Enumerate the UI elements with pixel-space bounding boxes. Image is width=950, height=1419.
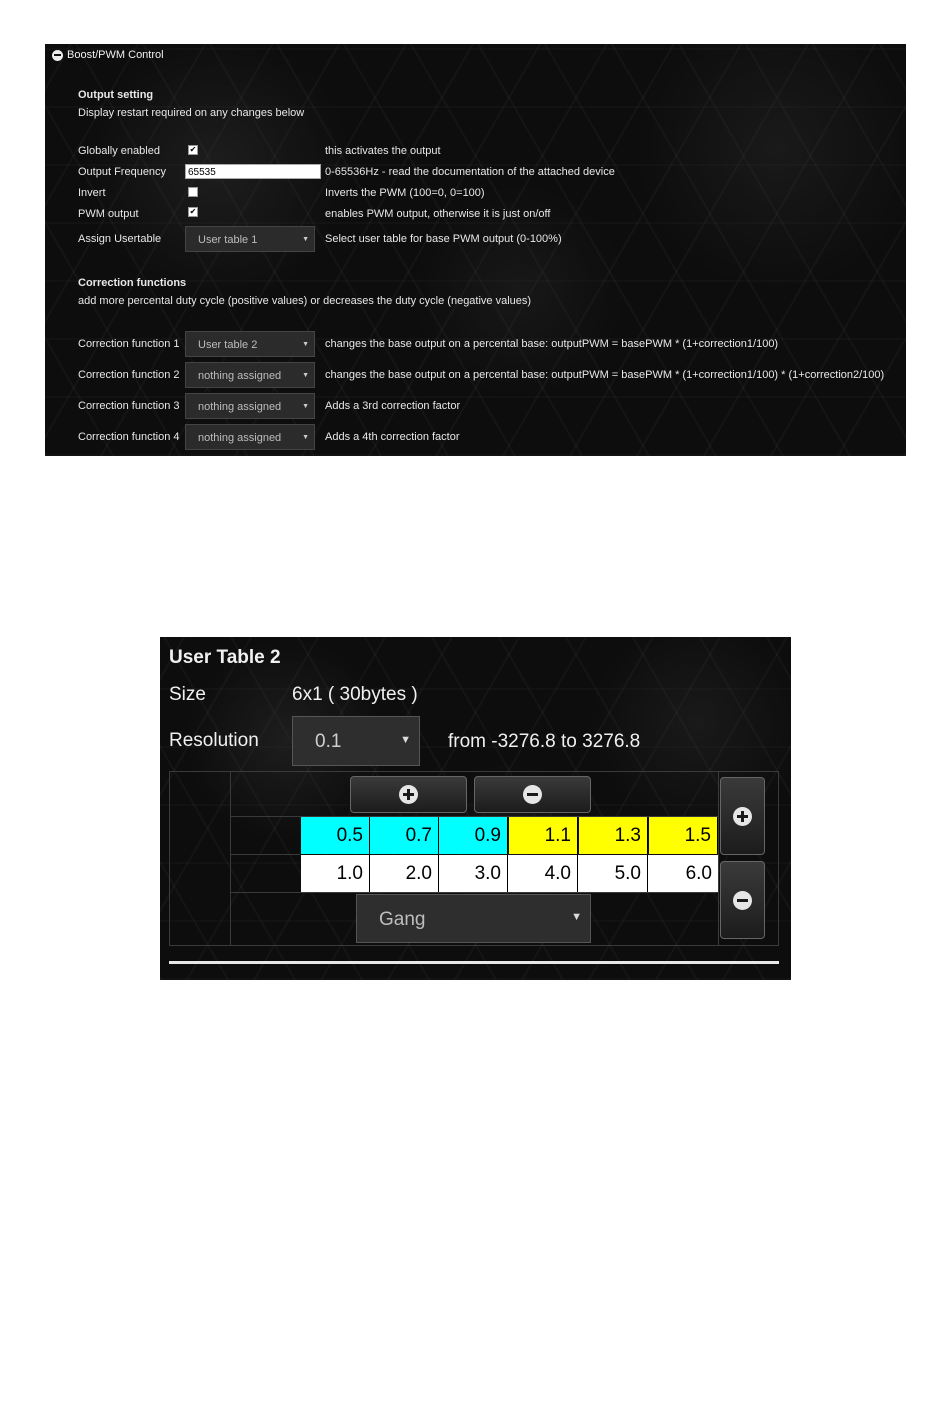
size-value: 6x1 ( 30bytes ) xyxy=(292,684,418,705)
correction-function-1-select[interactable] xyxy=(185,331,315,357)
value-cell[interactable]: 2.0 xyxy=(370,855,439,892)
resolution-value: 0.1 xyxy=(315,731,342,752)
value-row xyxy=(301,855,718,892)
minus-circle-icon xyxy=(523,785,542,804)
correction-function-3-value: nothing assigned xyxy=(198,401,282,413)
correction-function-2-desc: changes the base output on a percental base: outputPWM = basePWM * (1+correction1/100) * (1+correction2/100) xyxy=(325,369,885,381)
x-axis-row xyxy=(301,817,718,854)
user-table-panel xyxy=(160,637,791,980)
remove-row-button[interactable] xyxy=(720,861,765,939)
caret-down-icon: ▼ xyxy=(302,236,309,243)
collapse-icon[interactable] xyxy=(52,50,63,61)
output-frequency-desc: 0-65536Hz - read the documentation of the attached device xyxy=(325,166,615,178)
correction-function-2-value: nothing assigned xyxy=(198,370,282,382)
correction-function-1-value: User table 2 xyxy=(198,339,258,351)
grid-divider xyxy=(718,772,719,945)
resolution-label: Resolution xyxy=(169,730,259,751)
correction-function-4-value: nothing assigned xyxy=(198,432,282,444)
value-cell[interactable]: 3.0 xyxy=(439,855,508,892)
add-row-button[interactable] xyxy=(720,777,765,855)
size-label: Size xyxy=(169,684,206,705)
correction-functions-subtitle: add more percental duty cycle (positive values) or decreases the duty cycle (negative values) xyxy=(78,295,532,307)
x-axis-cell[interactable]: 1.1 xyxy=(509,817,578,854)
grid-divider xyxy=(230,892,718,893)
invert-checkbox[interactable] xyxy=(188,187,198,197)
plus-circle-icon xyxy=(733,807,752,826)
user-table-title: User Table 2 xyxy=(169,647,281,668)
axis-select-value: Gang xyxy=(379,909,426,930)
correction-function-3-select[interactable] xyxy=(185,393,315,419)
correction-function-4-label: Correction function 4 xyxy=(78,431,180,443)
x-axis-cell[interactable]: 1.5 xyxy=(649,817,718,854)
globally-enabled-desc: this activates the output xyxy=(325,145,441,157)
correction-function-2-select[interactable] xyxy=(185,362,315,388)
caret-down-icon: ▼ xyxy=(400,734,411,746)
correction-function-2-label: Correction function 2 xyxy=(78,369,180,381)
minus-circle-icon xyxy=(733,891,752,910)
value-cell[interactable]: 5.0 xyxy=(579,855,648,892)
correction-function-4-select[interactable] xyxy=(185,424,315,450)
remove-column-button[interactable] xyxy=(474,776,591,813)
pwm-output-label: PWM output xyxy=(78,208,139,220)
x-axis-cell[interactable]: 1.3 xyxy=(579,817,648,854)
x-axis-cell[interactable]: 0.9 xyxy=(439,817,508,854)
divider-line xyxy=(169,961,779,964)
resolution-select[interactable] xyxy=(292,716,420,766)
axis-select[interactable] xyxy=(356,894,591,943)
invert-desc: Inverts the PWM (100=0, 0=100) xyxy=(325,187,485,199)
output-frequency-input[interactable]: 65535 xyxy=(185,164,321,179)
grid-divider xyxy=(230,854,300,855)
plus-circle-icon xyxy=(399,785,418,804)
output-setting-subtitle: Display restart required on any changes below xyxy=(78,107,305,119)
panel-header[interactable] xyxy=(52,49,164,61)
panel-title: Boost/PWM Control xyxy=(67,49,164,61)
correction-function-3-label: Correction function 3 xyxy=(78,400,180,412)
correction-functions-title: Correction functions xyxy=(78,277,187,289)
pwm-output-checkbox[interactable]: ✔ xyxy=(189,207,197,216)
caret-down-icon: ▼ xyxy=(302,403,309,410)
correction-function-1-label: Correction function 1 xyxy=(78,338,180,350)
caret-down-icon: ▼ xyxy=(302,372,309,379)
value-cell[interactable]: 6.0 xyxy=(685,863,712,884)
assign-usertable-label: Assign Usertable xyxy=(78,233,162,245)
pwm-output-desc: enables PWM output, otherwise it is just on/off xyxy=(325,208,551,220)
correction-function-1-desc: changes the base output on a percental base: outputPWM = basePWM * (1+correction1/100) xyxy=(325,338,779,350)
add-column-button[interactable] xyxy=(350,776,467,813)
correction-function-4-desc: Adds a 4th correction factor xyxy=(325,431,460,443)
output-frequency-label: Output Frequency xyxy=(78,166,167,178)
value-cell[interactable]: 1.0 xyxy=(301,855,370,892)
output-setting-title: Output setting xyxy=(78,89,154,101)
invert-label: Invert xyxy=(78,187,106,199)
range-text: from -3276.8 to 3276.8 xyxy=(448,731,641,752)
value-cell[interactable]: 4.0 xyxy=(509,855,578,892)
grid-divider xyxy=(230,772,231,945)
boost-pwm-panel xyxy=(45,44,906,456)
caret-down-icon: ▼ xyxy=(302,341,309,348)
assign-usertable-select[interactable] xyxy=(185,226,315,252)
caret-down-icon: ▼ xyxy=(571,911,582,923)
correction-function-3-desc: Adds a 3rd correction factor xyxy=(325,400,461,412)
globally-enabled-label: Globally enabled xyxy=(78,145,160,157)
caret-down-icon: ▼ xyxy=(302,434,309,441)
assign-usertable-value: User table 1 xyxy=(198,234,258,246)
x-axis-cell[interactable]: 0.7 xyxy=(370,817,439,854)
assign-usertable-desc: Select user table for base PWM output (0-100%) xyxy=(325,233,562,245)
globally-enabled-checkbox[interactable]: ✔ xyxy=(189,145,197,154)
x-axis-cell[interactable]: 0.5 xyxy=(301,817,370,854)
